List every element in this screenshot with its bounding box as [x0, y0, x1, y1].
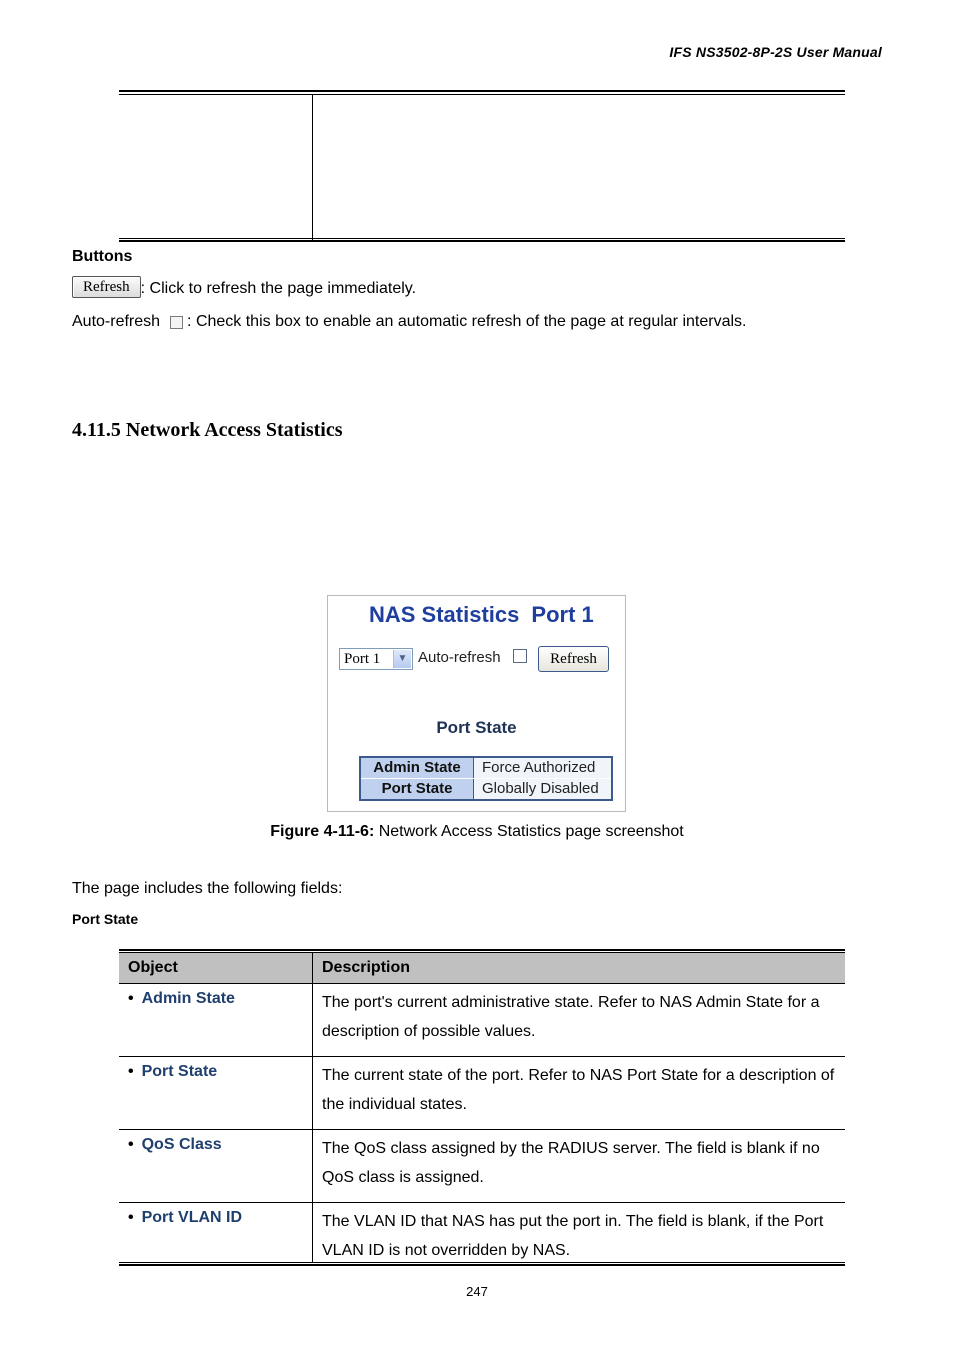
- admin-state-value: Force Authorized: [474, 758, 611, 778]
- auto-refresh-description-line: [72, 313, 746, 331]
- admin-state-key: Admin State: [361, 758, 474, 778]
- header-object: Object: [119, 953, 313, 983]
- object-name: Admin State: [141, 990, 235, 1007]
- checkbox-icon: [170, 316, 183, 329]
- refresh-description-line: [72, 276, 416, 298]
- bullet-icon: •: [128, 1063, 134, 1080]
- object-name: Port VLAN ID: [141, 1209, 243, 1226]
- section-title: 4.11.5 Network Access Statistics: [72, 419, 343, 441]
- header-description: Description: [322, 959, 411, 976]
- auto-refresh-checkbox[interactable]: [513, 649, 527, 663]
- refresh-button-image: Refresh: [72, 276, 141, 298]
- table-row: [119, 1057, 845, 1130]
- object-name: Port State: [141, 1063, 218, 1080]
- auto-refresh-label: Auto-refresh: [72, 313, 161, 330]
- bullet-icon: •: [128, 990, 134, 1007]
- bullet-icon: •: [128, 1136, 134, 1153]
- nas-page-title: [369, 602, 594, 628]
- caption-text: Network Access Statistics page screenshot: [374, 823, 684, 840]
- continued-table: [119, 90, 845, 242]
- table-row: [119, 984, 845, 1057]
- bullet-icon: •: [128, 1209, 134, 1226]
- port-state-key: Port State: [361, 779, 474, 799]
- nas-title-main: NAS Statistics: [369, 602, 520, 627]
- nas-statistics-screenshot: [327, 595, 626, 812]
- refresh-button[interactable]: Refresh: [538, 646, 609, 672]
- table-row: [361, 758, 611, 778]
- table-header: [119, 953, 845, 984]
- running-header: IFS NS3502-8P-2S User Manual: [669, 44, 882, 60]
- table-row: [361, 778, 611, 799]
- fields-table: [119, 949, 845, 1266]
- port-state-table: [359, 756, 613, 801]
- object-description: The VLAN ID that NAS has put the port in. The field is blank, if the Port VLAN ID is not overridden by NAS.: [322, 1213, 824, 1259]
- port-select-value: Port 1: [344, 651, 381, 667]
- caption-label: Figure 4-11-6:: [270, 823, 375, 840]
- table-row: [119, 1203, 845, 1263]
- table-row: [119, 1130, 845, 1203]
- refresh-description: : Click to refresh the page immediately.: [140, 280, 417, 297]
- object-description: The current state of the port. Refer to NAS Port State for a description of the individual states.: [322, 1067, 835, 1113]
- port-state-subtitle: Port State: [436, 718, 517, 737]
- auto-refresh-label: Auto-refresh: [418, 649, 501, 666]
- page-number: 247: [466, 1284, 488, 1299]
- auto-refresh-description: : Check this box to enable an automatic refresh of the page at regular intervals.: [187, 313, 747, 330]
- buttons-heading: Buttons: [72, 248, 133, 265]
- chevron-down-icon[interactable]: ▼: [393, 650, 411, 668]
- intro-text: The page includes the following fields:: [72, 880, 343, 897]
- object-name: QoS Class: [141, 1136, 222, 1153]
- port-select[interactable]: [339, 648, 413, 670]
- port-state-value: Globally Disabled: [474, 779, 611, 799]
- nas-title-port: Port 1: [531, 602, 594, 627]
- figure-caption: [0, 823, 954, 841]
- subheading: Port State: [72, 911, 139, 927]
- object-description: The port's current administrative state. Refer to NAS Admin State for a description of possible values.: [322, 994, 820, 1040]
- object-description: The QoS class assigned by the RADIUS server. The field is blank if no QoS class is assigned.: [322, 1140, 820, 1186]
